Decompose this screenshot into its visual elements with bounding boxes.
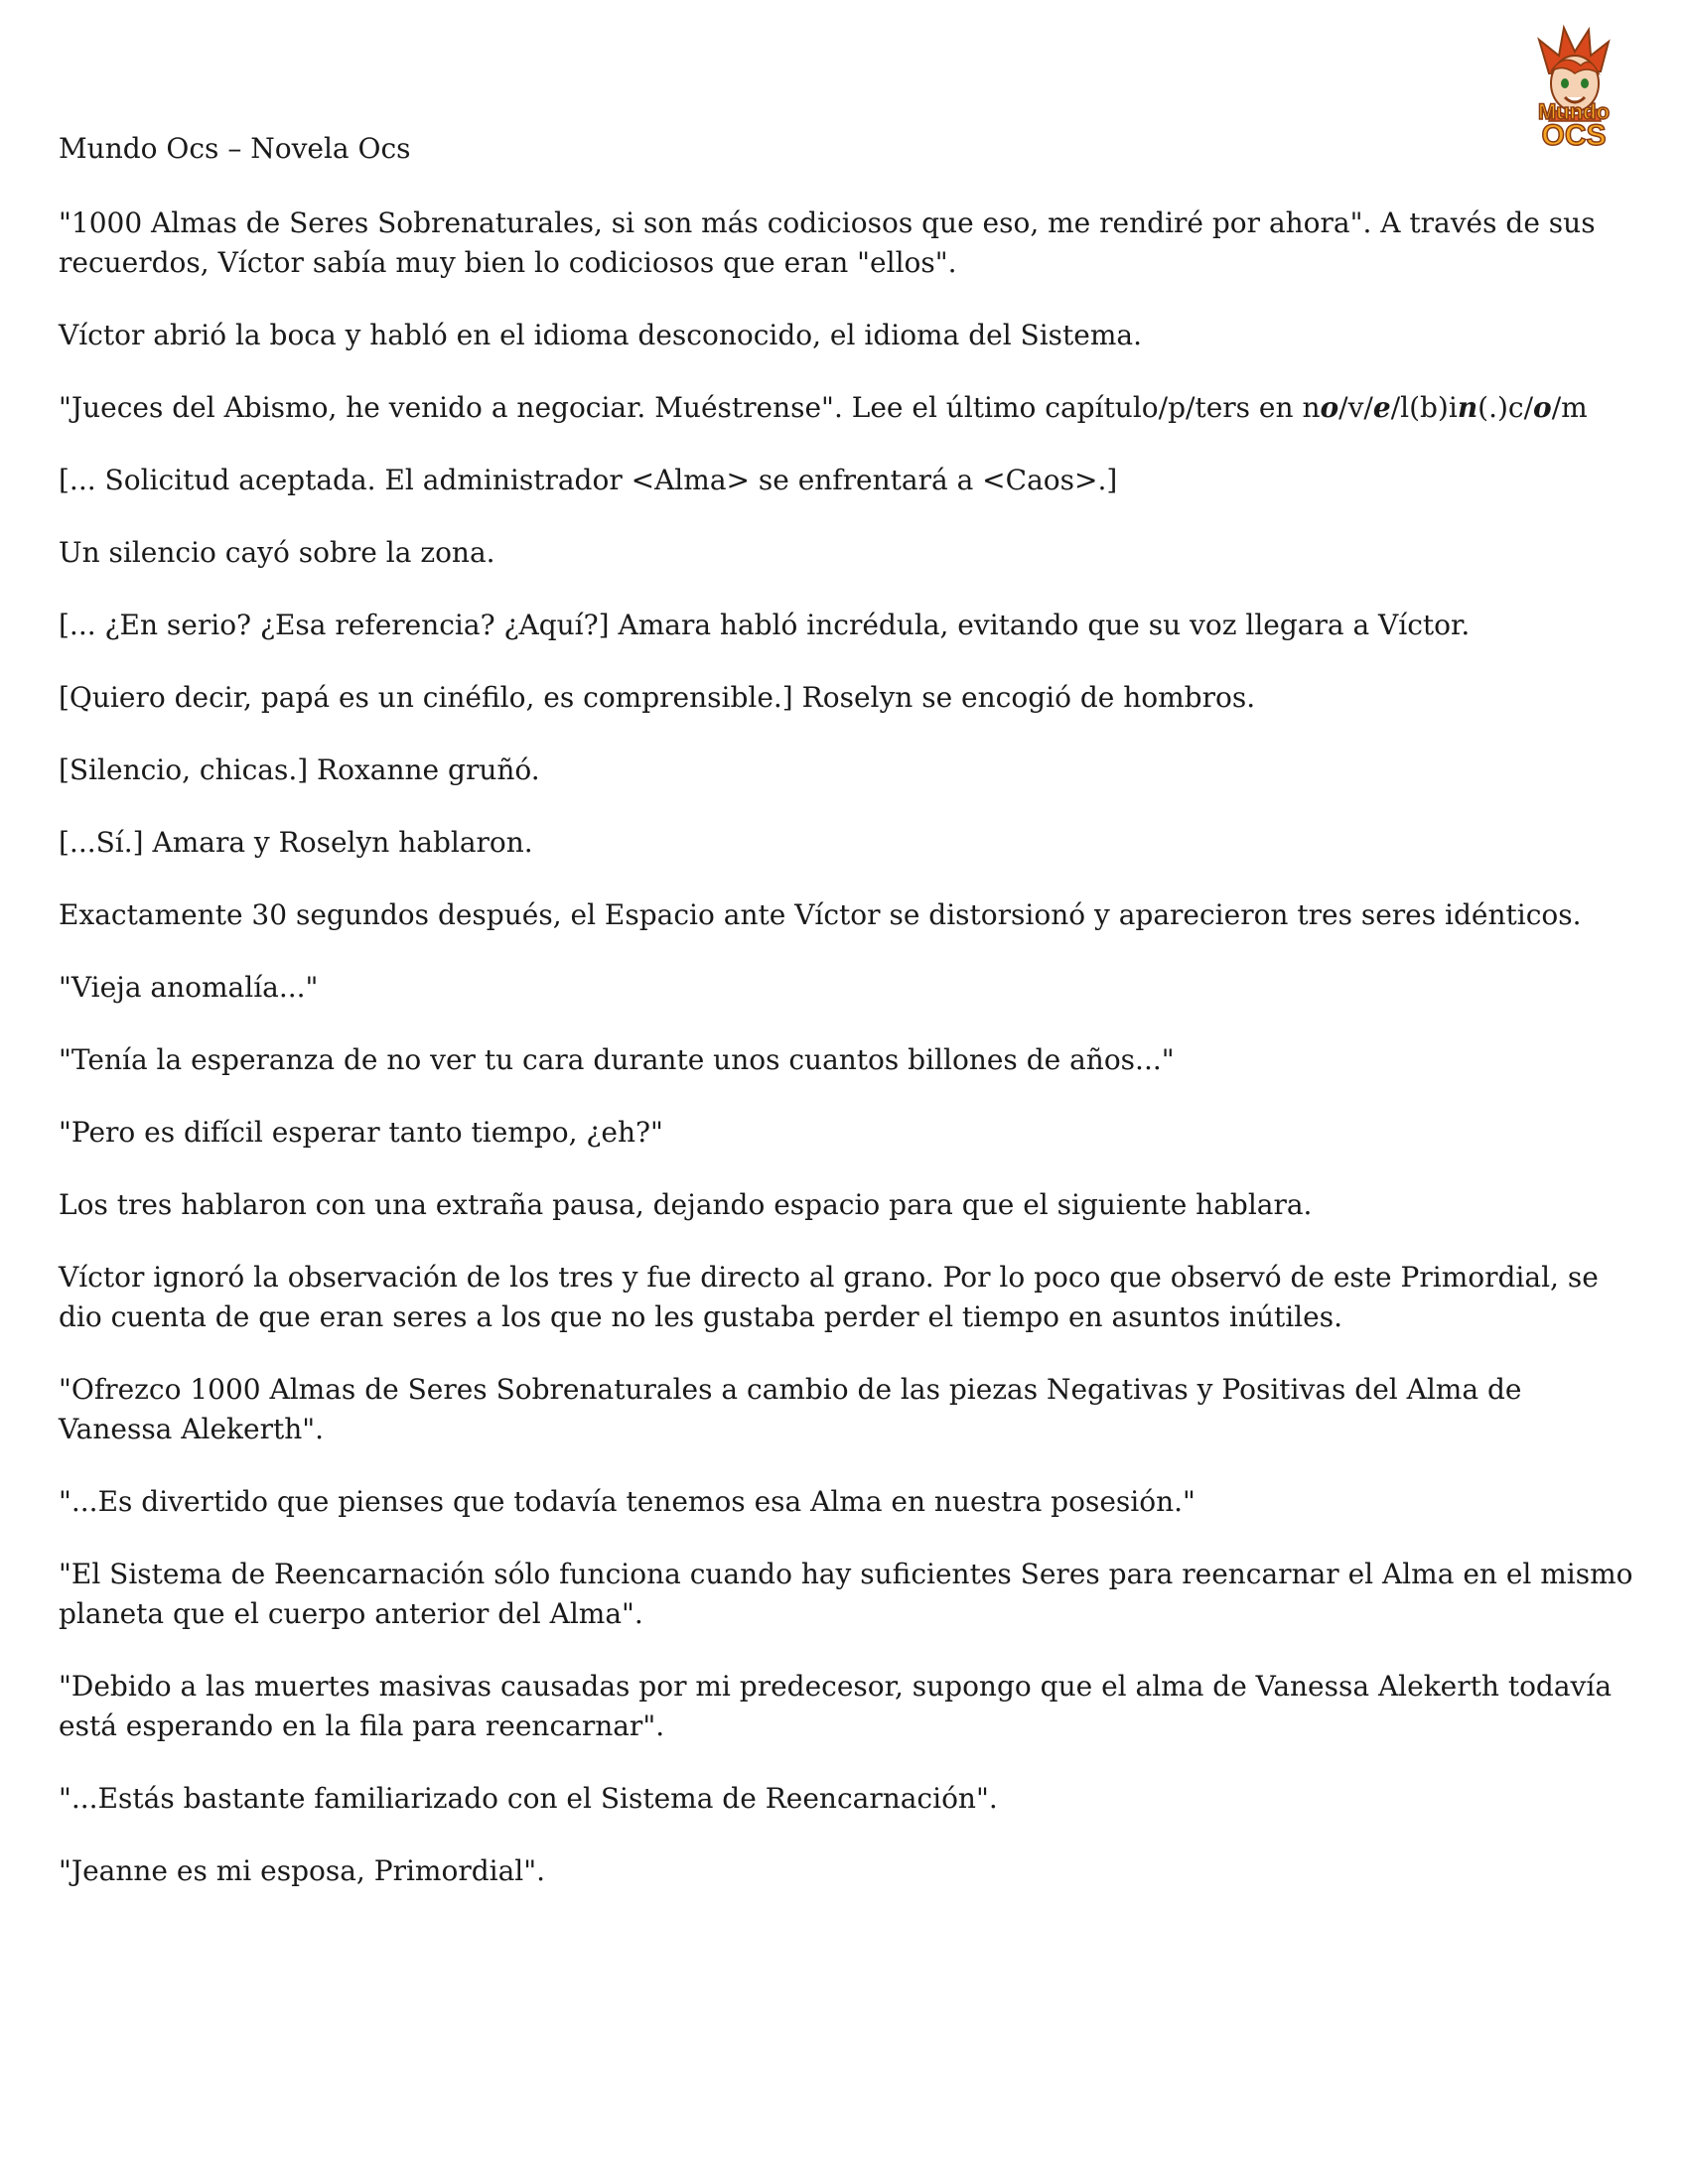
watermark-part: n [1457,391,1478,424]
logo-text-line1: Mundo [1537,99,1611,124]
paragraph: Víctor abrió la boca y habló en el idioma desconocido, el idioma del Sistema. [59,319,1143,351]
watermark-part: /m [1551,391,1588,424]
watermark-part: /l(b)i [1390,391,1458,424]
watermark-part: e [1372,391,1391,424]
paragraph: "Ofrezco 1000 Almas de Seres Sobrenaturales a cambio de las piezas Negativas y Positivas del Alma de Vanessa Alekerth". [59,1373,1522,1445]
document-header: Mundo Ocs – Novela Ocs [59,132,411,165]
watermark-part: o [1533,391,1552,424]
paragraph: Los tres hablaron con una extraña pausa, dejando espacio para que el siguiente hablara. [59,1188,1313,1221]
paragraph: "Jeanne es mi esposa, Primordial". [59,1854,546,1887]
paragraph: "...Estás bastante familiarizado con el Sistema de Reencarnación". [59,1782,998,1815]
paragraph: "Debido a las muertes masivas causadas por mi predecesor, supongo que el alma de Vanessa Alekerth todavía está esperando en la fila para reencarnar". [59,1670,1613,1742]
paragraph: Un silencio cayó sobre la zona. [59,536,495,569]
paragraph: "...Es divertido que pienses que todavía tenemos esa Alma en nuestra posesión." [59,1485,1196,1518]
paragraph: "Tenía la esperanza de no ver tu cara durante unos cuantos billones de años..." [59,1043,1175,1076]
paragraph: "Vieja anomalía..." [59,971,319,1004]
paragraph: "Pero es difícil esperar tanto tiempo, ¿eh?" [59,1116,663,1149]
paragraph: "1000 Almas de Seres Sobrenaturales, si son más codiciosos que eso, me rendiré por ahora". A través de sus recuerdos, Víctor sabía muy bien lo codiciosos que eran "ellos". [59,206,1596,279]
watermark-part: n [1302,391,1321,424]
paragraph: [... ¿En serio? ¿Esa referencia? ¿Aquí?] Amara habló incrédula, evitando que su voz llegara a Víctor. [59,609,1471,641]
watermark-part: /v/ [1338,391,1373,424]
paragraph: [...Sí.] Amara y Roselyn hablaron. [59,826,533,859]
paragraph: [... Solicitud aceptada. El administrador <Alma> se enfrentará a <Caos>.] [59,464,1118,496]
paragraph: Exactamente 30 segundos después, el Espacio ante Víctor se distorsionó y aparecieron tres seres idénticos. [59,898,1582,931]
paragraph: [Silencio, chicas.] Roxanne gruñó. [59,753,540,786]
paragraph-list [59,204,1637,1891]
watermark-paragraph [59,388,1637,428]
paragraph: Víctor ignoró la observación de los tres y fue directo al grano. Por lo poco que observó de este Primordial, se dio cuenta de que eran seres a los que no les gustaba perder el tiempo en asuntos inútiles. [59,1261,1599,1333]
watermark-part: o [1320,391,1339,424]
document-body [59,129,1637,1924]
watermark-part: (.)c/ [1477,391,1534,424]
logo-text-line2: OCS [1541,119,1607,151]
paragraph: "El Sistema de Reencarnación sólo funciona cuando hay suficientes Seres para reencarnar el Alma en el mismo planeta que el cuerpo anterior del Alma". [59,1558,1633,1630]
paragraph: [Quiero decir, papá es un cinéfilo, es comprensible.] Roselyn se encogió de hombros. [59,681,1256,714]
watermark-lead-text: "Jueces del Abismo, he venido a negociar. Muéstrense". Lee el último capítulo/p/ters en [59,391,1303,424]
